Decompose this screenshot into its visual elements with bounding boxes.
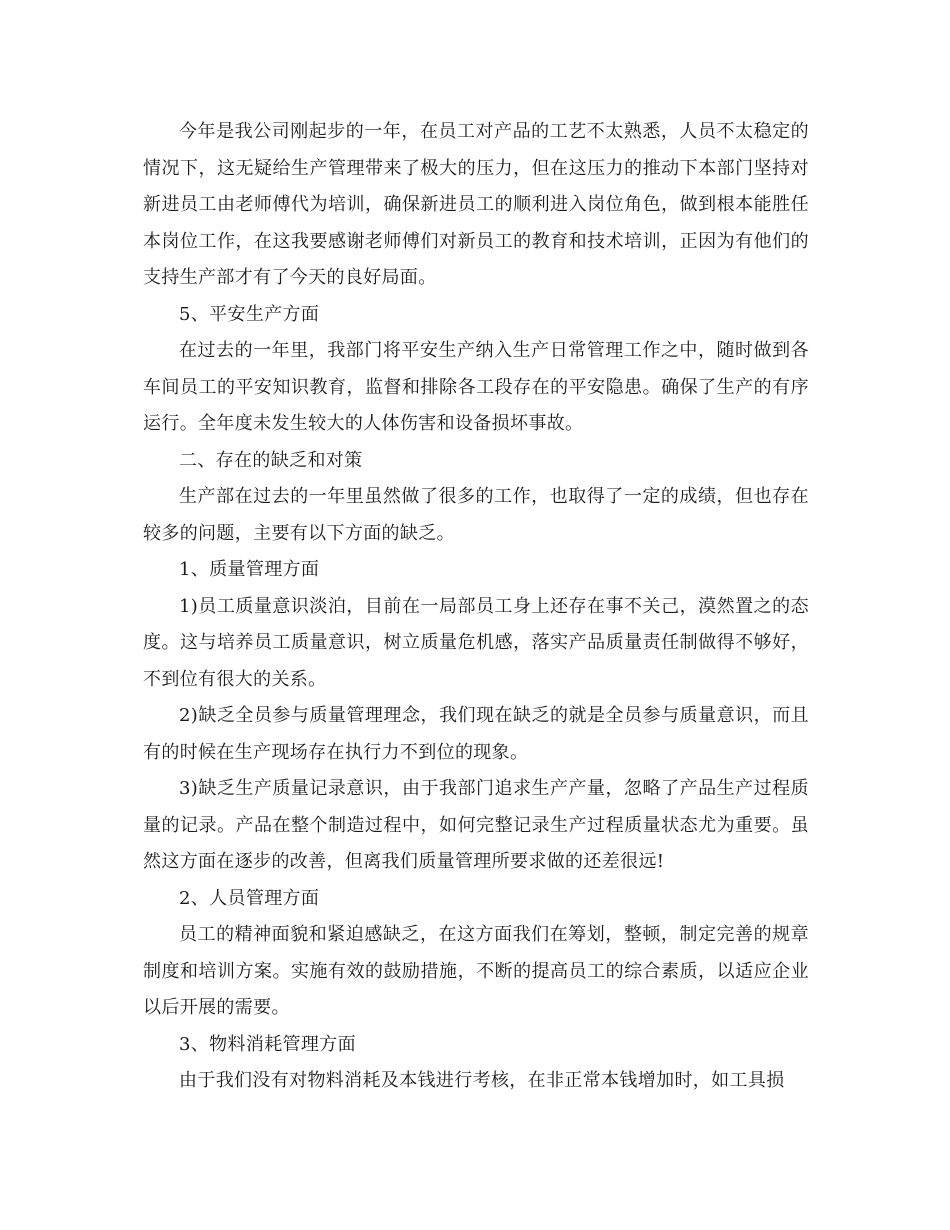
section-heading-personnel: 2、人员管理方面 [179,887,320,909]
paragraph-intro: 今年是我公司刚起步的一年，在员工对产品的工艺不太熟悉，人员不太稳定的情况下，这无疑给生产管理带来了极大的压力，但在这压力的推动下本部门坚持对新进员工由老师傅代为培训，确保新进员工的顺利进入岗位角色，做到根本能胜任本岗位工作，在这我要感谢老师傅们对新员工的教育和技术培训，正因为有他们的支持生产部才有了今天的良好局面。 [143,121,809,288]
paragraph-safety: 在过去的一年里，我部门将平安生产纳入生产日常管理工作之中，随时做到各车间员工的平安知识教育，监督和排除各工段存在的平安隐患。确保了生产的有序运行。全年度未发生较大的人体伤害和设备损坏事故。 [143,340,809,434]
paragraph-personnel: 员工的精神面貌和紧迫感缺乏，在这方面我们在筹划，整顿，制定完善的规章制度和培训方案。实施有效的鼓励措施，不断的提高员工的综合素质，以适应企业以后开展的需要。 [143,924,809,1018]
paragraph-quality-3: 3)缺乏生产质量记录意识，由于我部门追求生产产量，忽略了产品生产过程质量的记录。产品在整个制造过程中，如何完整记录生产过程质量状态尤为重要。虽然这方面在逐步的改善，但离我们质量管理所要求做的还差很远! [143,778,809,872]
section-heading-quality: 1、质量管理方面 [179,559,320,580]
paragraph-materials: 由于我们没有对物料消耗及本钱进行考核，在非正常本钱增加时，如工具损 [179,1070,785,1091]
paragraph-quality-1: 1)员工质量意识淡泊，目前在一局部员工身上还存在事不关己，漠然置之的态度。这与培养员工质量意识，树立质量危机感，落实产品质量责任制做得不够好，不到位有很大的关系。 [143,595,809,690]
section-heading-shortcomings: 二、存在的缺乏和对策 [179,449,363,471]
paragraph-quality-2: 2)缺乏全员参与质量管理理念，我们现在缺乏的就是全员参与质量意识，而且有的时候在生产现场存在执行力不到位的现象。 [143,705,809,763]
document-body [143,114,809,1100]
section-heading-materials: 3、物料消耗管理方面 [179,1033,356,1055]
section-heading-safety: 5、平安生产方面 [179,303,320,325]
paragraph-shortcomings: 生产部在过去的一年里虽然做了很多的工作，也取得了一定的成绩，但也存在较多的问题，主要有以下方面的缺乏。 [143,486,809,544]
